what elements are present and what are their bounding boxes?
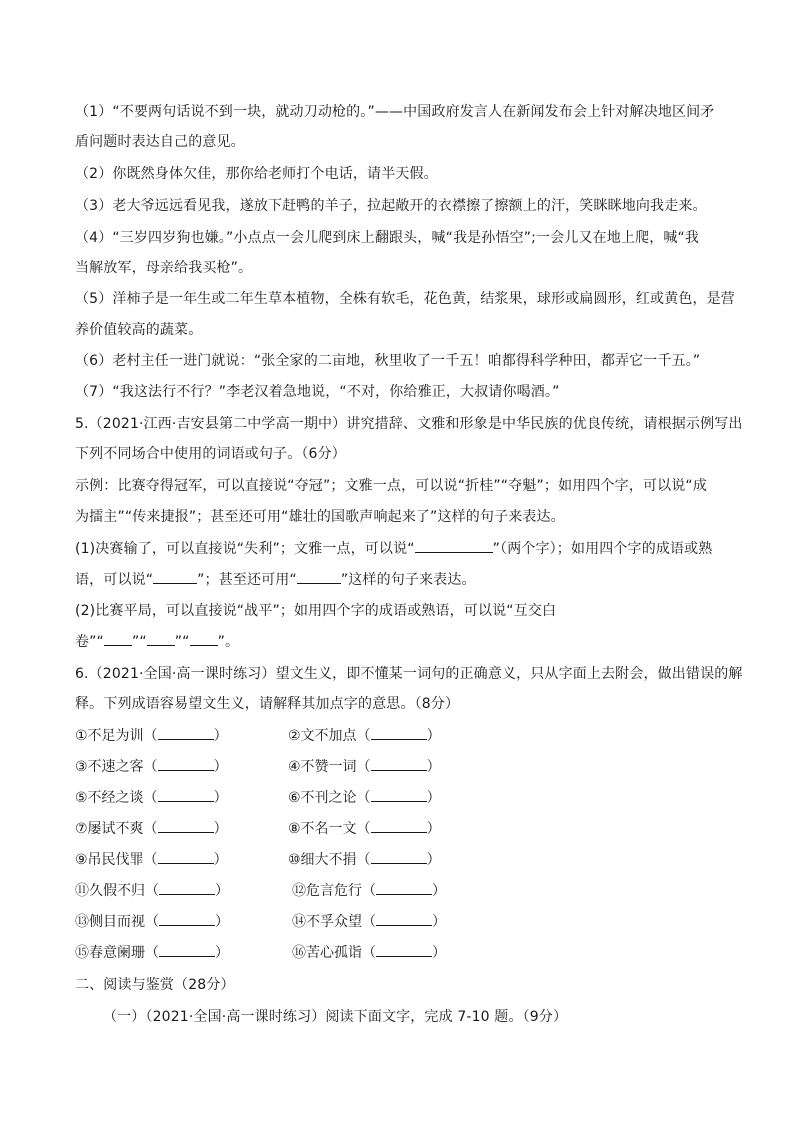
answer-blank[interactable] xyxy=(371,788,427,802)
idiom-item: ③不速之客（ ） xyxy=(75,759,228,775)
question-6-line-1: 6.（2021·全国·高一课时练习）望文生义，即不懂某一词句的正确意义，只从字面上去附会，做出错误的解 xyxy=(75,666,743,682)
item-6: （6）老村主任一进门就说：“张全家的二亩地，秋里收了一千五！咱都得科学种田，都弄它一千五。” xyxy=(75,353,701,369)
idiom-item: ⑧不名一文（ ） xyxy=(288,821,441,837)
item-5-line-2: 养价值较高的蔬菜。 xyxy=(75,322,203,338)
idiom-item: ⑦屡试不爽（ ） xyxy=(75,821,228,837)
answer-blank[interactable] xyxy=(147,632,175,646)
idiom-item: ⑩细大不捐（ ） xyxy=(288,852,441,868)
question-5-sub-1-line-1: (1)决赛输了，可以直接说“失利”；文雅一点，可以说“ ”（两个字）；如用四个字的成语或熟 xyxy=(75,541,713,557)
answer-blank[interactable] xyxy=(371,850,427,864)
item-5-line-1: （5）洋柿子是一年生或二年生草本植物，全株有软毛，花色黄，结浆果，球形或扁圆形，红或黄色，是营 xyxy=(75,291,735,307)
answer-blank[interactable] xyxy=(371,819,427,833)
question-5-example-line-1: 示例：比赛夺得冠军，可以直接说“夺冠”；文雅一点，可以说“折桂”“夺魁”；如用四个字，可以说“成 xyxy=(75,478,707,494)
item-7: （7）“我这法行不行？”李老汉着急地说，“不对，你给雅正，大叔请你喝酒。” xyxy=(75,384,560,400)
item-1-line-1: （1）“不要两句话说不到一块，就动刀动枪的。”——中国政府发言人在新闻发布会上针对解决地区间矛 xyxy=(75,104,715,120)
idiom-item: ⑬侧目而视（ ） xyxy=(75,914,229,930)
answer-blank[interactable] xyxy=(297,570,341,584)
idiom-item: ⑪久假不归（ ） xyxy=(75,883,229,899)
answer-blank[interactable] xyxy=(371,726,427,740)
item-3: （3）老大爷远远看见我，遂放下赶鸭的羊子，拉起敞开的衣襟擦了擦额上的汗，笑眯眯地向我走来。 xyxy=(75,198,707,214)
answer-blank[interactable] xyxy=(158,788,214,802)
answer-blank[interactable] xyxy=(158,819,214,833)
idiom-item: ⑥不刊之论（ ） xyxy=(288,790,441,806)
answer-blank[interactable] xyxy=(376,881,432,895)
item-2: （2）你既然身体欠佳，那你给老师打个电话，请半天假。 xyxy=(75,166,438,182)
idiom-item: ⑯苦心孤诣（ ） xyxy=(292,945,446,961)
answer-blank[interactable] xyxy=(376,912,432,926)
answer-blank[interactable] xyxy=(104,632,132,646)
idiom-item: ⑫危言危行（ ） xyxy=(292,883,446,899)
answer-blank[interactable] xyxy=(158,757,214,771)
answer-blank[interactable] xyxy=(376,943,432,957)
question-5-sub-1-line-2: 语，可以说“ ”；甚至还可用“ ”这样的句子来表达。 xyxy=(75,572,476,588)
question-5-example-line-2: 为擂主”“传来捷报”；甚至还可用“雄壮的国歌声响起来了”这样的句子来表达。 xyxy=(75,509,565,525)
answer-blank[interactable] xyxy=(153,570,197,584)
question-5-sub-2-line-1: (2)比赛平局，可以直接说“战平”；如用四个字的成语或熟语，可以说“互交白 xyxy=(75,603,557,619)
idiom-item: ④不赞一词（ ） xyxy=(288,759,441,775)
question-5-line-2: 下列不同场合中使用的词语或句子。（6分） xyxy=(75,446,346,462)
question-5-line-1: 5.（2021·江西·吉安县第二中学高一期中）讲究措辞、文雅和形象是中华民族的优良传统，请根据示例写出 xyxy=(75,416,743,432)
answer-blank[interactable] xyxy=(415,539,493,553)
item-1-line-2: 盾问题时表达自己的意见。 xyxy=(75,134,245,150)
idiom-item: ⑨吊民伐罪（ ） xyxy=(75,852,228,868)
answer-blank[interactable] xyxy=(159,912,215,926)
item-4-line-2: 当解放军，母亲给我买枪”。 xyxy=(75,260,253,276)
answer-blank[interactable] xyxy=(158,726,214,740)
idiom-item: ①不足为训（ ） xyxy=(75,728,228,744)
answer-blank[interactable] xyxy=(190,632,218,646)
answer-blank[interactable] xyxy=(159,881,215,895)
answer-blank[interactable] xyxy=(159,943,215,957)
idiom-item: ⑭不孚众望（ ） xyxy=(292,914,446,930)
answer-blank[interactable] xyxy=(371,757,427,771)
idiom-item: ⑤不经之谈（ ） xyxy=(75,790,228,806)
idiom-item: ⑮春意阑珊（ ） xyxy=(75,945,229,961)
question-5-sub-2-line-2: 卷”“ ”“ ”“ ”。 xyxy=(75,634,240,650)
idiom-item: ②文不加点（ ） xyxy=(288,728,441,744)
question-6-line-2: 释。下列成语容易望文生义，请解释其加点字的意思。（8分） xyxy=(75,696,460,712)
section-2-title: 二、阅读与鉴赏（28分） xyxy=(75,977,235,993)
item-4-line-1: （4）“三岁四岁狗也嫌。”小点点一会儿爬到床上翻跟头，喊“我是孙悟空”;一会儿又在地上爬，喊“我 xyxy=(75,230,700,246)
answer-blank[interactable] xyxy=(158,850,214,864)
section-2-subtitle: （一）（2021·全国·高一课时练习）阅读下面文字，完成 7-10 题。（9分） xyxy=(103,1009,568,1025)
